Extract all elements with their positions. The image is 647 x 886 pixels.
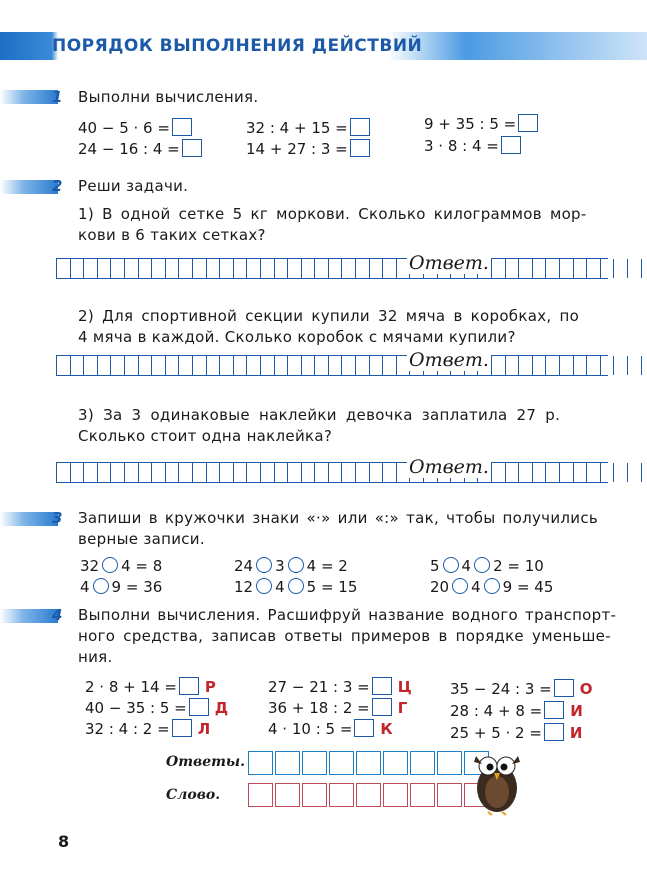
operand: 9 = 36 — [111, 578, 163, 596]
exercise-text: 32 : 4 : 2 = — [85, 720, 170, 738]
operand: 4 — [471, 578, 481, 596]
answer-box[interactable] — [350, 139, 370, 157]
grid-cell[interactable] — [519, 463, 533, 482]
grid-cell[interactable] — [383, 259, 397, 278]
grid-cell[interactable] — [370, 259, 384, 278]
grid-cell[interactable] — [84, 356, 98, 375]
operand: 5 — [430, 557, 440, 575]
exercise-text: 3 · 8 : 4 = — [424, 137, 499, 155]
grid-cell[interactable] — [71, 259, 85, 278]
word-label: Слово. — [166, 787, 221, 803]
grid-cell[interactable] — [506, 259, 520, 278]
sign-circle[interactable] — [474, 557, 490, 573]
grid-cell[interactable] — [84, 259, 98, 278]
cipher-exercise — [85, 677, 216, 696]
grid-cell[interactable] — [193, 356, 207, 375]
task-number: 4 — [52, 606, 63, 624]
exercise-text: 24 − 16 : 4 = — [78, 140, 180, 158]
grid-cell[interactable] — [315, 259, 329, 278]
grid-cell[interactable] — [84, 463, 98, 482]
answer-cell[interactable] — [410, 751, 435, 775]
grid-cell[interactable] — [152, 259, 166, 278]
grid-cell[interactable] — [628, 356, 642, 375]
grid-cell[interactable] — [587, 356, 601, 375]
letter-cell[interactable] — [410, 783, 435, 807]
grid-cell[interactable] — [166, 259, 180, 278]
grid-cell[interactable] — [506, 463, 520, 482]
grid-cell[interactable] — [261, 259, 275, 278]
grid-cell[interactable] — [546, 259, 560, 278]
cipher-letter: И — [570, 702, 583, 720]
answer-label: Ответ. — [409, 349, 489, 371]
answer-cell[interactable] — [302, 751, 327, 775]
answer-cell[interactable] — [248, 751, 273, 775]
grid-cell[interactable] — [152, 356, 166, 375]
grid-cell[interactable] — [329, 463, 343, 482]
exercise-text: 2 · 8 + 14 = — [85, 678, 177, 696]
cipher-letter: Р — [204, 678, 216, 696]
word-row[interactable] — [248, 783, 491, 807]
cipher-letter: Л — [197, 720, 211, 738]
sign-circle[interactable] — [102, 557, 118, 573]
grid-cell[interactable] — [302, 463, 316, 482]
exercise — [424, 114, 538, 133]
answer-box[interactable] — [172, 118, 192, 136]
grid-cell[interactable] — [356, 356, 370, 375]
answer-box[interactable] — [350, 118, 370, 136]
grid-cell[interactable] — [220, 463, 234, 482]
grid-cell[interactable] — [288, 463, 302, 482]
exercise — [424, 136, 521, 155]
problem-text: 4 мяча в каждой. Сколько коробок с мячами купили? — [78, 328, 516, 346]
grid-cell[interactable] — [492, 259, 506, 278]
cipher-letter: К — [380, 720, 393, 738]
letter-cell[interactable] — [248, 783, 273, 807]
letter-cell[interactable] — [383, 783, 408, 807]
cipher-exercise — [85, 719, 210, 738]
problem-text: кови в 6 таких сетках? — [78, 226, 266, 244]
grid-cell[interactable] — [574, 356, 588, 375]
letter-cell[interactable] — [356, 783, 381, 807]
exercise-text: 4 · 10 : 5 = — [268, 720, 353, 738]
grid-cell[interactable] — [125, 463, 139, 482]
cipher-exercise — [85, 698, 228, 717]
sign-equation — [80, 578, 162, 596]
grid-cell[interactable] — [601, 463, 615, 482]
answer-grid[interactable] — [56, 355, 608, 376]
grid-cell[interactable] — [179, 259, 193, 278]
grid-cell[interactable] — [560, 356, 574, 375]
exercise-text: 40 − 5 · 6 = — [78, 119, 170, 137]
grid-cell[interactable] — [193, 463, 207, 482]
operand: 32 — [80, 557, 100, 575]
answer-label: Ответ. — [409, 456, 489, 478]
answer-cell[interactable] — [437, 751, 462, 775]
answer-box[interactable] — [501, 136, 521, 154]
grid-cells — [56, 355, 608, 376]
cipher-letter: О — [579, 680, 593, 698]
grid-cell[interactable] — [139, 356, 153, 375]
cipher-letter: Г — [397, 699, 408, 717]
letter-cell[interactable] — [275, 783, 300, 807]
operand: 3 — [275, 557, 285, 575]
grid-cell[interactable] — [139, 259, 153, 278]
grid-cell[interactable] — [261, 463, 275, 482]
answer-box[interactable] — [172, 719, 192, 737]
grid-cell[interactable] — [275, 463, 289, 482]
sign-circle[interactable] — [93, 578, 109, 594]
exercise-text: 35 − 24 : 3 = — [450, 680, 552, 698]
grid-cell[interactable] — [125, 259, 139, 278]
exercise — [246, 118, 370, 137]
grid-cell[interactable] — [275, 356, 289, 375]
grid-cell[interactable] — [125, 356, 139, 375]
exercise — [78, 118, 192, 137]
task-instruction: ния. — [78, 648, 113, 666]
grid-cell[interactable] — [234, 356, 248, 375]
grid-cell[interactable] — [98, 356, 112, 375]
grid-cell[interactable] — [98, 259, 112, 278]
answer-box[interactable] — [554, 679, 574, 697]
task-instruction: Выполни вычисления. — [78, 88, 259, 106]
exercise-text: 32 : 4 + 15 = — [246, 119, 348, 137]
sign-circle[interactable] — [288, 578, 304, 594]
grid-cell[interactable] — [71, 356, 85, 375]
sign-equation — [80, 557, 162, 575]
exercise-text: 28 : 4 + 8 = — [450, 702, 543, 720]
answer-grid[interactable] — [56, 258, 608, 279]
exercise — [78, 139, 202, 158]
operand: 4 — [461, 557, 472, 575]
grid-cell[interactable] — [220, 356, 234, 375]
exercise-text: 36 + 18 : 2 = — [268, 699, 370, 717]
answer-box[interactable] — [372, 677, 392, 695]
grid-cell[interactable] — [614, 356, 628, 375]
task-instruction: Выполни вычисления. Расшифруй название водного транспорт- — [78, 606, 617, 624]
problem-text: 2) Для спортивной секции купили 32 мяча в коробках, по — [78, 307, 580, 325]
grid-cell[interactable] — [533, 356, 547, 375]
grid-cell[interactable] — [57, 259, 71, 278]
grid-cell[interactable] — [342, 463, 356, 482]
grid-cell[interactable] — [601, 356, 615, 375]
grid-cell[interactable] — [302, 356, 316, 375]
grid-cell[interactable] — [546, 356, 560, 375]
grid-cell[interactable] — [57, 356, 71, 375]
grid-cell[interactable] — [261, 356, 275, 375]
answer-label: Ответ. — [409, 252, 489, 274]
grid-cell[interactable] — [234, 259, 248, 278]
grid-cell[interactable] — [275, 259, 289, 278]
grid-cell[interactable] — [492, 463, 506, 482]
problem-text: 1) В одной сетке 5 кг моркови. Сколько килограммов мор- — [78, 205, 587, 223]
cipher-exercise — [268, 719, 393, 738]
grid-cell[interactable] — [370, 463, 384, 482]
operand: 20 — [430, 578, 450, 596]
letter-cell[interactable] — [437, 783, 462, 807]
cipher-letter: И — [569, 724, 583, 742]
cipher-exercise — [450, 679, 593, 698]
exercise-text: 14 + 27 : 3 = — [246, 140, 348, 158]
grid-cell[interactable] — [533, 259, 547, 278]
cipher-exercise — [268, 677, 412, 696]
grid-cells — [56, 258, 608, 279]
answer-box[interactable] — [182, 139, 202, 157]
grid-cell[interactable] — [614, 259, 628, 278]
cipher-exercise — [450, 701, 583, 720]
task-marker-strip — [0, 180, 58, 194]
task-instruction: верные записи. — [78, 530, 205, 548]
task-instruction: Запиши в кружочки знаки «·» или «:» так, чтобы получились — [78, 509, 599, 527]
grid-cell[interactable] — [139, 463, 153, 482]
grid-cell[interactable] — [506, 356, 520, 375]
grid-cell[interactable] — [492, 356, 506, 375]
grid-cell[interactable] — [628, 463, 642, 482]
cipher-exercise — [268, 698, 407, 717]
grid-cell[interactable] — [179, 356, 193, 375]
grid-cell[interactable] — [587, 259, 601, 278]
grid-cell[interactable] — [98, 463, 112, 482]
grid-cell[interactable] — [342, 259, 356, 278]
grid-cell[interactable] — [587, 463, 601, 482]
grid-cell[interactable] — [628, 259, 642, 278]
grid-cell[interactable] — [193, 259, 207, 278]
sign-equation — [430, 557, 544, 575]
exercise-text: 25 + 5 · 2 = — [450, 724, 542, 742]
cipher-exercise — [450, 723, 582, 742]
cipher-letter: Ц — [397, 678, 412, 696]
sign-circle[interactable] — [443, 557, 459, 573]
letter-cell[interactable] — [302, 783, 327, 807]
problem-text: 3) За 3 одинаковые наклейки девочка заплатила 27 р. — [78, 406, 561, 424]
owl-icon — [470, 742, 524, 816]
grid-cell[interactable] — [247, 356, 261, 375]
exercise — [246, 139, 370, 158]
task-instruction: Реши задачи. — [78, 177, 189, 195]
answer-cell[interactable] — [383, 751, 408, 775]
task-marker-strip — [0, 90, 58, 104]
grid-cell[interactable] — [356, 463, 370, 482]
sign-equation — [234, 578, 357, 596]
answer-box[interactable] — [518, 114, 538, 132]
grid-cell[interactable] — [342, 356, 356, 375]
grid-cell[interactable] — [247, 463, 261, 482]
sign-equation — [234, 557, 348, 575]
sign-circle[interactable] — [256, 557, 272, 573]
grid-cell[interactable] — [111, 259, 125, 278]
answer-box[interactable] — [544, 723, 564, 741]
operand: 4 — [80, 578, 90, 596]
grid-cell[interactable] — [111, 463, 125, 482]
answer-cell[interactable] — [275, 751, 300, 775]
grid-cell[interactable] — [519, 356, 533, 375]
grid-cell[interactable] — [302, 259, 316, 278]
sign-circle[interactable] — [484, 578, 500, 594]
grid-cell[interactable] — [383, 463, 397, 482]
grid-cell[interactable] — [574, 259, 588, 278]
operand: 2 = 10 — [493, 557, 544, 575]
answers-row[interactable] — [248, 751, 491, 775]
sign-equation — [430, 578, 553, 596]
answer-box[interactable] — [354, 719, 374, 737]
grid-cell[interactable] — [601, 259, 615, 278]
grid-cell[interactable] — [152, 463, 166, 482]
operand: 4 = 2 — [306, 557, 348, 575]
cipher-letter: Д — [214, 699, 229, 717]
grid-cell[interactable] — [315, 463, 329, 482]
grid-cell[interactable] — [288, 356, 302, 375]
grid-cell[interactable] — [560, 463, 574, 482]
answer-box[interactable] — [179, 677, 199, 695]
grid-cell[interactable] — [288, 259, 302, 278]
exercise-text: 27 − 21 : 3 = — [268, 678, 370, 696]
sign-circle[interactable] — [288, 557, 304, 573]
operand: 5 = 15 — [306, 578, 358, 596]
answer-grid[interactable] — [56, 462, 608, 483]
task-instruction: ного средства, записав ответы примеров в порядке уменьше- — [78, 627, 611, 645]
grid-cell[interactable] — [329, 356, 343, 375]
grid-cell[interactable] — [574, 463, 588, 482]
task-number: 3 — [52, 509, 63, 527]
page-title: ПОРЯДОК ВЫПОЛНЕНИЯ ДЕЙСТВИЙ — [52, 36, 423, 56]
answer-cell[interactable] — [356, 751, 381, 775]
grid-cell[interactable] — [370, 356, 384, 375]
grid-cell[interactable] — [546, 463, 560, 482]
answer-box[interactable] — [189, 698, 209, 716]
grid-cell[interactable] — [560, 259, 574, 278]
grid-cell[interactable] — [356, 259, 370, 278]
grid-cell[interactable] — [166, 356, 180, 375]
operand: 24 — [234, 557, 254, 575]
operand: 9 = 45 — [502, 578, 554, 596]
grid-cells — [56, 462, 608, 483]
grid-cell[interactable] — [71, 463, 85, 482]
grid-cell[interactable] — [166, 463, 180, 482]
operand: 12 — [234, 578, 254, 596]
grid-cell[interactable] — [329, 259, 343, 278]
grid-cell[interactable] — [614, 463, 628, 482]
task-marker-strip — [0, 512, 58, 526]
task-marker-strip — [0, 609, 58, 623]
grid-cell[interactable] — [247, 259, 261, 278]
answer-box[interactable] — [372, 698, 392, 716]
grid-cell[interactable] — [207, 259, 221, 278]
sign-circle[interactable] — [256, 578, 272, 594]
grid-cell[interactable] — [315, 356, 329, 375]
task-number: 2 — [52, 177, 63, 195]
exercise-text: 9 + 35 : 5 = — [424, 115, 517, 133]
grid-cell[interactable] — [519, 259, 533, 278]
grid-cell[interactable] — [533, 463, 547, 482]
grid-cell[interactable] — [207, 463, 221, 482]
operand: 4 = 8 — [121, 557, 163, 575]
grid-cell[interactable] — [234, 463, 248, 482]
letter-cell[interactable] — [329, 783, 354, 807]
grid-cell[interactable] — [220, 259, 234, 278]
grid-cell[interactable] — [111, 356, 125, 375]
grid-cell[interactable] — [179, 463, 193, 482]
answer-box[interactable] — [544, 701, 564, 719]
exercise-text: 40 − 35 : 5 = — [85, 699, 187, 717]
sign-circle[interactable] — [452, 578, 468, 594]
task-number: 1 — [52, 88, 63, 106]
answers-label: Ответы. — [166, 754, 246, 770]
grid-cell[interactable] — [383, 356, 397, 375]
answer-cell[interactable] — [329, 751, 354, 775]
operand: 4 — [275, 578, 285, 596]
grid-cell[interactable] — [57, 463, 71, 482]
grid-cell[interactable] — [207, 356, 221, 375]
problem-text: Сколько стоит одна наклейка? — [78, 427, 333, 445]
page-number: 8 — [58, 832, 70, 851]
